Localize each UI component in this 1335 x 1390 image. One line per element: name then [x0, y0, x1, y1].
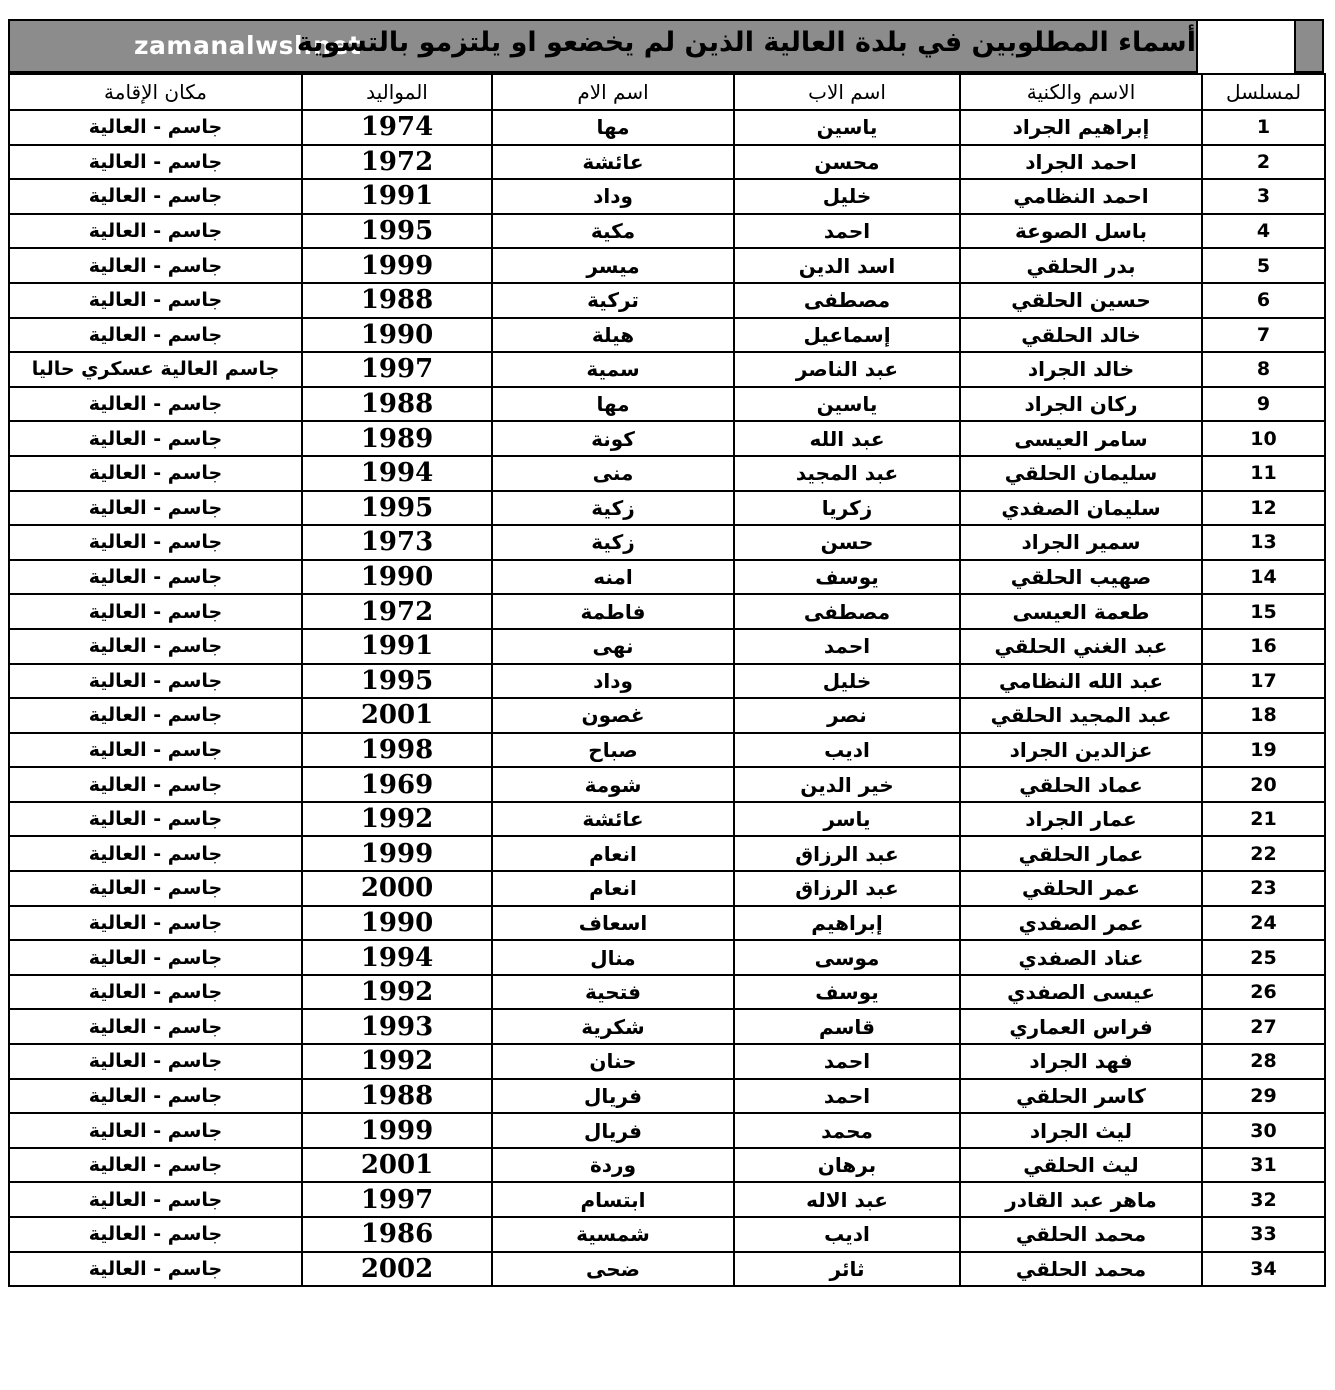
cell-father: خير الدين — [734, 767, 960, 802]
banner-corner-blank-cell — [1198, 21, 1296, 73]
cell-mother: عائشة — [492, 145, 734, 180]
cell-father: عبد الناصر — [734, 352, 960, 387]
cell-father: قاسم — [734, 1009, 960, 1044]
table-row — [9, 525, 1325, 560]
cell-serial: 31 — [1202, 1148, 1325, 1183]
cell-father: عبد المجيد — [734, 456, 960, 491]
cell-name: عمر الصفدي — [960, 906, 1202, 941]
cell-mother: مها — [492, 110, 734, 145]
cell-residence: جاسم - العالية — [9, 1113, 302, 1148]
cell-mother: سمية — [492, 352, 734, 387]
cell-father: زكريا — [734, 491, 960, 526]
cell-mother: ميسر — [492, 248, 734, 283]
cell-birth-year: 1989 — [302, 421, 492, 456]
header-birth-year: المواليد — [302, 74, 492, 110]
table-row — [9, 179, 1325, 214]
cell-father: احمد — [734, 214, 960, 249]
cell-birth-year: 1972 — [302, 594, 492, 629]
wanted-table — [8, 73, 1326, 1287]
cell-mother: وداد — [492, 179, 734, 214]
cell-mother: فريال — [492, 1079, 734, 1114]
cell-father: مصطفى — [734, 594, 960, 629]
cell-name: بدر الحلقي — [960, 248, 1202, 283]
table-row — [9, 110, 1325, 145]
cell-serial: 34 — [1202, 1252, 1325, 1287]
cell-residence: جاسم - العالية — [9, 906, 302, 941]
cell-birth-year: 1994 — [302, 940, 492, 975]
cell-name: محمد الحلقي — [960, 1252, 1202, 1287]
cell-name: عيسى الصفدي — [960, 975, 1202, 1010]
cell-name: باسل الصوعة — [960, 214, 1202, 249]
cell-mother: منى — [492, 456, 734, 491]
sheet-title: أسماء المطلوبين في بلدة العالية الذين لم يخضعو او يلتزمو بالتسوية — [296, 27, 1196, 58]
cell-mother: فريال — [492, 1113, 734, 1148]
cell-birth-year: 1993 — [302, 1009, 492, 1044]
cell-father: احمد — [734, 629, 960, 664]
table-row — [9, 283, 1325, 318]
cell-serial: 32 — [1202, 1182, 1325, 1217]
cell-birth-year: 1992 — [302, 802, 492, 837]
cell-birth-year: 1972 — [302, 145, 492, 180]
cell-residence: جاسم - العالية — [9, 145, 302, 180]
table-row — [9, 940, 1325, 975]
cell-serial: 5 — [1202, 248, 1325, 283]
cell-serial: 16 — [1202, 629, 1325, 664]
cell-name: ركان الجراد — [960, 387, 1202, 422]
cell-father: عبد الاله — [734, 1182, 960, 1217]
table-row — [9, 248, 1325, 283]
cell-birth-year: 2001 — [302, 698, 492, 733]
cell-serial: 25 — [1202, 940, 1325, 975]
cell-residence: جاسم - العالية — [9, 1079, 302, 1114]
cell-name: إبراهيم الجراد — [960, 110, 1202, 145]
cell-name: فهد الجراد — [960, 1044, 1202, 1079]
table-row — [9, 629, 1325, 664]
cell-name: عبد الله النظامي — [960, 664, 1202, 699]
cell-residence: جاسم - العالية — [9, 1182, 302, 1217]
cell-name: فراس العماري — [960, 1009, 1202, 1044]
cell-name: محمد الحلقي — [960, 1217, 1202, 1252]
banner-corner-cell — [1196, 21, 1322, 73]
table-row — [9, 1148, 1325, 1183]
cell-residence: جاسم - العالية — [9, 421, 302, 456]
table-row — [9, 871, 1325, 906]
cell-residence: جاسم - العالية — [9, 110, 302, 145]
cell-serial: 6 — [1202, 283, 1325, 318]
cell-mother: فاطمة — [492, 594, 734, 629]
cell-residence: جاسم - العالية — [9, 456, 302, 491]
cell-serial: 33 — [1202, 1217, 1325, 1252]
table-row — [9, 421, 1325, 456]
cell-birth-year: 1990 — [302, 560, 492, 595]
cell-birth-year: 1995 — [302, 214, 492, 249]
cell-serial: 7 — [1202, 318, 1325, 353]
cell-mother: وردة — [492, 1148, 734, 1183]
cell-serial: 29 — [1202, 1079, 1325, 1114]
cell-residence: جاسم - العالية — [9, 802, 302, 837]
cell-mother: هيلة — [492, 318, 734, 353]
cell-name: كاسر الحلقي — [960, 1079, 1202, 1114]
cell-residence: جاسم - العالية — [9, 1044, 302, 1079]
cell-father: ياسر — [734, 802, 960, 837]
cell-birth-year: 1986 — [302, 1217, 492, 1252]
cell-name: خالد الجراد — [960, 352, 1202, 387]
cell-residence: جاسم - العالية — [9, 525, 302, 560]
cell-mother: زكية — [492, 491, 734, 526]
cell-birth-year: 1990 — [302, 906, 492, 941]
cell-mother: انعام — [492, 836, 734, 871]
cell-residence: جاسم - العالية — [9, 629, 302, 664]
cell-serial: 23 — [1202, 871, 1325, 906]
cell-name: عمار الحلقي — [960, 836, 1202, 871]
cell-residence: جاسم - العالية — [9, 1252, 302, 1287]
cell-name: ليث الجراد — [960, 1113, 1202, 1148]
cell-residence: جاسم - العالية — [9, 698, 302, 733]
cell-serial: 10 — [1202, 421, 1325, 456]
table-row — [9, 594, 1325, 629]
table-row — [9, 145, 1325, 180]
cell-residence: جاسم - العالية — [9, 594, 302, 629]
table-row — [9, 975, 1325, 1010]
cell-mother: منال — [492, 940, 734, 975]
header-mother: اسم الام — [492, 74, 734, 110]
cell-serial: 1 — [1202, 110, 1325, 145]
cell-father: محسن — [734, 145, 960, 180]
cell-mother: شكرية — [492, 1009, 734, 1044]
cell-father: احمد — [734, 1044, 960, 1079]
watermark-text: zamanalwsl.net — [134, 31, 362, 60]
cell-birth-year: 1995 — [302, 491, 492, 526]
cell-birth-year: 2002 — [302, 1252, 492, 1287]
cell-birth-year: 2000 — [302, 871, 492, 906]
header-residence: مكان الإقامة — [9, 74, 302, 110]
cell-residence: جاسم - العالية — [9, 1217, 302, 1252]
cell-serial: 2 — [1202, 145, 1325, 180]
cell-mother: مها — [492, 387, 734, 422]
cell-father: برهان — [734, 1148, 960, 1183]
cell-residence: جاسم - العالية — [9, 940, 302, 975]
cell-mother: انعام — [492, 871, 734, 906]
cell-name: عماد الحلقي — [960, 767, 1202, 802]
cell-serial: 28 — [1202, 1044, 1325, 1079]
cell-mother: ابتسام — [492, 1182, 734, 1217]
cell-father: مصطفى — [734, 283, 960, 318]
cell-serial: 15 — [1202, 594, 1325, 629]
cell-birth-year: 2001 — [302, 1148, 492, 1183]
cell-name: عزالدين الجراد — [960, 733, 1202, 768]
cell-name: سليمان الحلقي — [960, 456, 1202, 491]
cell-father: ياسين — [734, 110, 960, 145]
cell-name: عناد الصفدي — [960, 940, 1202, 975]
table-row — [9, 802, 1325, 837]
title-banner — [8, 19, 1324, 73]
cell-serial: 17 — [1202, 664, 1325, 699]
cell-birth-year: 1992 — [302, 1044, 492, 1079]
cell-birth-year: 1988 — [302, 283, 492, 318]
cell-serial: 24 — [1202, 906, 1325, 941]
cell-mother: وداد — [492, 664, 734, 699]
table-row — [9, 767, 1325, 802]
cell-birth-year: 1973 — [302, 525, 492, 560]
cell-birth-year: 1991 — [302, 629, 492, 664]
cell-residence: جاسم - العالية — [9, 664, 302, 699]
cell-residence: جاسم - العالية — [9, 1148, 302, 1183]
cell-residence: جاسم - العالية — [9, 214, 302, 249]
cell-serial: 3 — [1202, 179, 1325, 214]
cell-residence: جاسم - العالية — [9, 871, 302, 906]
cell-birth-year: 1988 — [302, 387, 492, 422]
cell-father: عبد الله — [734, 421, 960, 456]
cell-mother: مكية — [492, 214, 734, 249]
cell-serial: 26 — [1202, 975, 1325, 1010]
cell-mother: اسعاف — [492, 906, 734, 941]
cell-father: اديب — [734, 733, 960, 768]
table-row — [9, 214, 1325, 249]
cell-name: عبد المجيد الحلقي — [960, 698, 1202, 733]
cell-father: يوسف — [734, 560, 960, 595]
cell-mother: زكية — [492, 525, 734, 560]
cell-serial: 18 — [1202, 698, 1325, 733]
cell-name: احمد النظامي — [960, 179, 1202, 214]
table-row — [9, 491, 1325, 526]
table-row — [9, 1217, 1325, 1252]
cell-father: يوسف — [734, 975, 960, 1010]
cell-mother: غصون — [492, 698, 734, 733]
cell-serial: 30 — [1202, 1113, 1325, 1148]
table-row — [9, 456, 1325, 491]
cell-mother: ضحى — [492, 1252, 734, 1287]
cell-father: إبراهيم — [734, 906, 960, 941]
cell-mother: فتحية — [492, 975, 734, 1010]
table-row — [9, 906, 1325, 941]
table-row — [9, 1113, 1325, 1148]
cell-serial: 22 — [1202, 836, 1325, 871]
cell-mother: تركية — [492, 283, 734, 318]
cell-mother: عائشة — [492, 802, 734, 837]
cell-serial: 19 — [1202, 733, 1325, 768]
cell-mother: شومة — [492, 767, 734, 802]
cell-residence: جاسم - العالية — [9, 179, 302, 214]
cell-name: عمار الجراد — [960, 802, 1202, 837]
cell-serial: 9 — [1202, 387, 1325, 422]
cell-father: محمد — [734, 1113, 960, 1148]
cell-mother: نهى — [492, 629, 734, 664]
cell-serial: 12 — [1202, 491, 1325, 526]
cell-mother: شمسية — [492, 1217, 734, 1252]
cell-serial: 13 — [1202, 525, 1325, 560]
cell-father: اسد الدين — [734, 248, 960, 283]
table-row — [9, 664, 1325, 699]
cell-birth-year: 1974 — [302, 110, 492, 145]
cell-father: موسى — [734, 940, 960, 975]
cell-birth-year: 1995 — [302, 664, 492, 699]
cell-serial: 14 — [1202, 560, 1325, 595]
cell-residence: جاسم - العالية — [9, 1009, 302, 1044]
cell-father: ياسين — [734, 387, 960, 422]
header-serial: لمسلسل — [1202, 74, 1325, 110]
cell-father: إسماعيل — [734, 318, 960, 353]
cell-father: احمد — [734, 1079, 960, 1114]
cell-birth-year: 1997 — [302, 352, 492, 387]
cell-serial: 11 — [1202, 456, 1325, 491]
cell-father: نصر — [734, 698, 960, 733]
cell-father: خليل — [734, 179, 960, 214]
cell-father: حسن — [734, 525, 960, 560]
table-row — [9, 1044, 1325, 1079]
cell-name: سمير الجراد — [960, 525, 1202, 560]
table-row — [9, 560, 1325, 595]
cell-father: ثائر — [734, 1252, 960, 1287]
cell-mother: حنان — [492, 1044, 734, 1079]
cell-father: عبد الرزاق — [734, 836, 960, 871]
cell-serial: 21 — [1202, 802, 1325, 837]
cell-father: خليل — [734, 664, 960, 699]
cell-name: خالد الحلقي — [960, 318, 1202, 353]
cell-residence: جاسم - العالية — [9, 975, 302, 1010]
table-row — [9, 733, 1325, 768]
cell-serial: 27 — [1202, 1009, 1325, 1044]
cell-birth-year: 1969 — [302, 767, 492, 802]
cell-residence: جاسم - العالية — [9, 248, 302, 283]
cell-name: سليمان الصفدي — [960, 491, 1202, 526]
cell-birth-year: 1990 — [302, 318, 492, 353]
cell-birth-year: 1999 — [302, 836, 492, 871]
table-row — [9, 1009, 1325, 1044]
cell-name: سامر العيسى — [960, 421, 1202, 456]
cell-mother: كونة — [492, 421, 734, 456]
cell-name: حسين الحلقي — [960, 283, 1202, 318]
cell-father: اديب — [734, 1217, 960, 1252]
cell-residence: جاسم - العالية — [9, 318, 302, 353]
cell-residence: جاسم العالية عسكري حاليا — [9, 352, 302, 387]
cell-name: ليث الحلقي — [960, 1148, 1202, 1183]
table-row — [9, 698, 1325, 733]
cell-father: عبد الرزاق — [734, 871, 960, 906]
header-father: اسم الاب — [734, 74, 960, 110]
table-row — [9, 387, 1325, 422]
cell-residence: جاسم - العالية — [9, 387, 302, 422]
cell-birth-year: 1992 — [302, 975, 492, 1010]
cell-residence: جاسم - العالية — [9, 560, 302, 595]
cell-residence: جاسم - العالية — [9, 733, 302, 768]
cell-residence: جاسم - العالية — [9, 283, 302, 318]
cell-name: عمر الحلقي — [960, 871, 1202, 906]
table-row — [9, 1182, 1325, 1217]
cell-residence: جاسم - العالية — [9, 836, 302, 871]
cell-birth-year: 1994 — [302, 456, 492, 491]
header-name: الاسم والكنية — [960, 74, 1202, 110]
cell-birth-year: 1991 — [302, 179, 492, 214]
cell-birth-year: 1999 — [302, 1113, 492, 1148]
cell-name: احمد الجراد — [960, 145, 1202, 180]
cell-birth-year: 1997 — [302, 1182, 492, 1217]
wanted-list-sheet — [8, 19, 1324, 1287]
cell-name: طعمة العيسى — [960, 594, 1202, 629]
cell-birth-year: 1988 — [302, 1079, 492, 1114]
cell-serial: 20 — [1202, 767, 1325, 802]
cell-serial: 8 — [1202, 352, 1325, 387]
cell-name: عبد الغني الحلقي — [960, 629, 1202, 664]
cell-mother: صباح — [492, 733, 734, 768]
table-row — [9, 1079, 1325, 1114]
header-row — [9, 74, 1325, 110]
cell-residence: جاسم - العالية — [9, 767, 302, 802]
cell-birth-year: 1999 — [302, 248, 492, 283]
cell-name: ماهر عبد القادر — [960, 1182, 1202, 1217]
table-row — [9, 1252, 1325, 1287]
table-row — [9, 318, 1325, 353]
cell-birth-year: 1998 — [302, 733, 492, 768]
table-row — [9, 352, 1325, 387]
table-row — [9, 836, 1325, 871]
cell-name: صهيب الحلقي — [960, 560, 1202, 595]
cell-mother: امنه — [492, 560, 734, 595]
cell-serial: 4 — [1202, 214, 1325, 249]
cell-residence: جاسم - العالية — [9, 491, 302, 526]
